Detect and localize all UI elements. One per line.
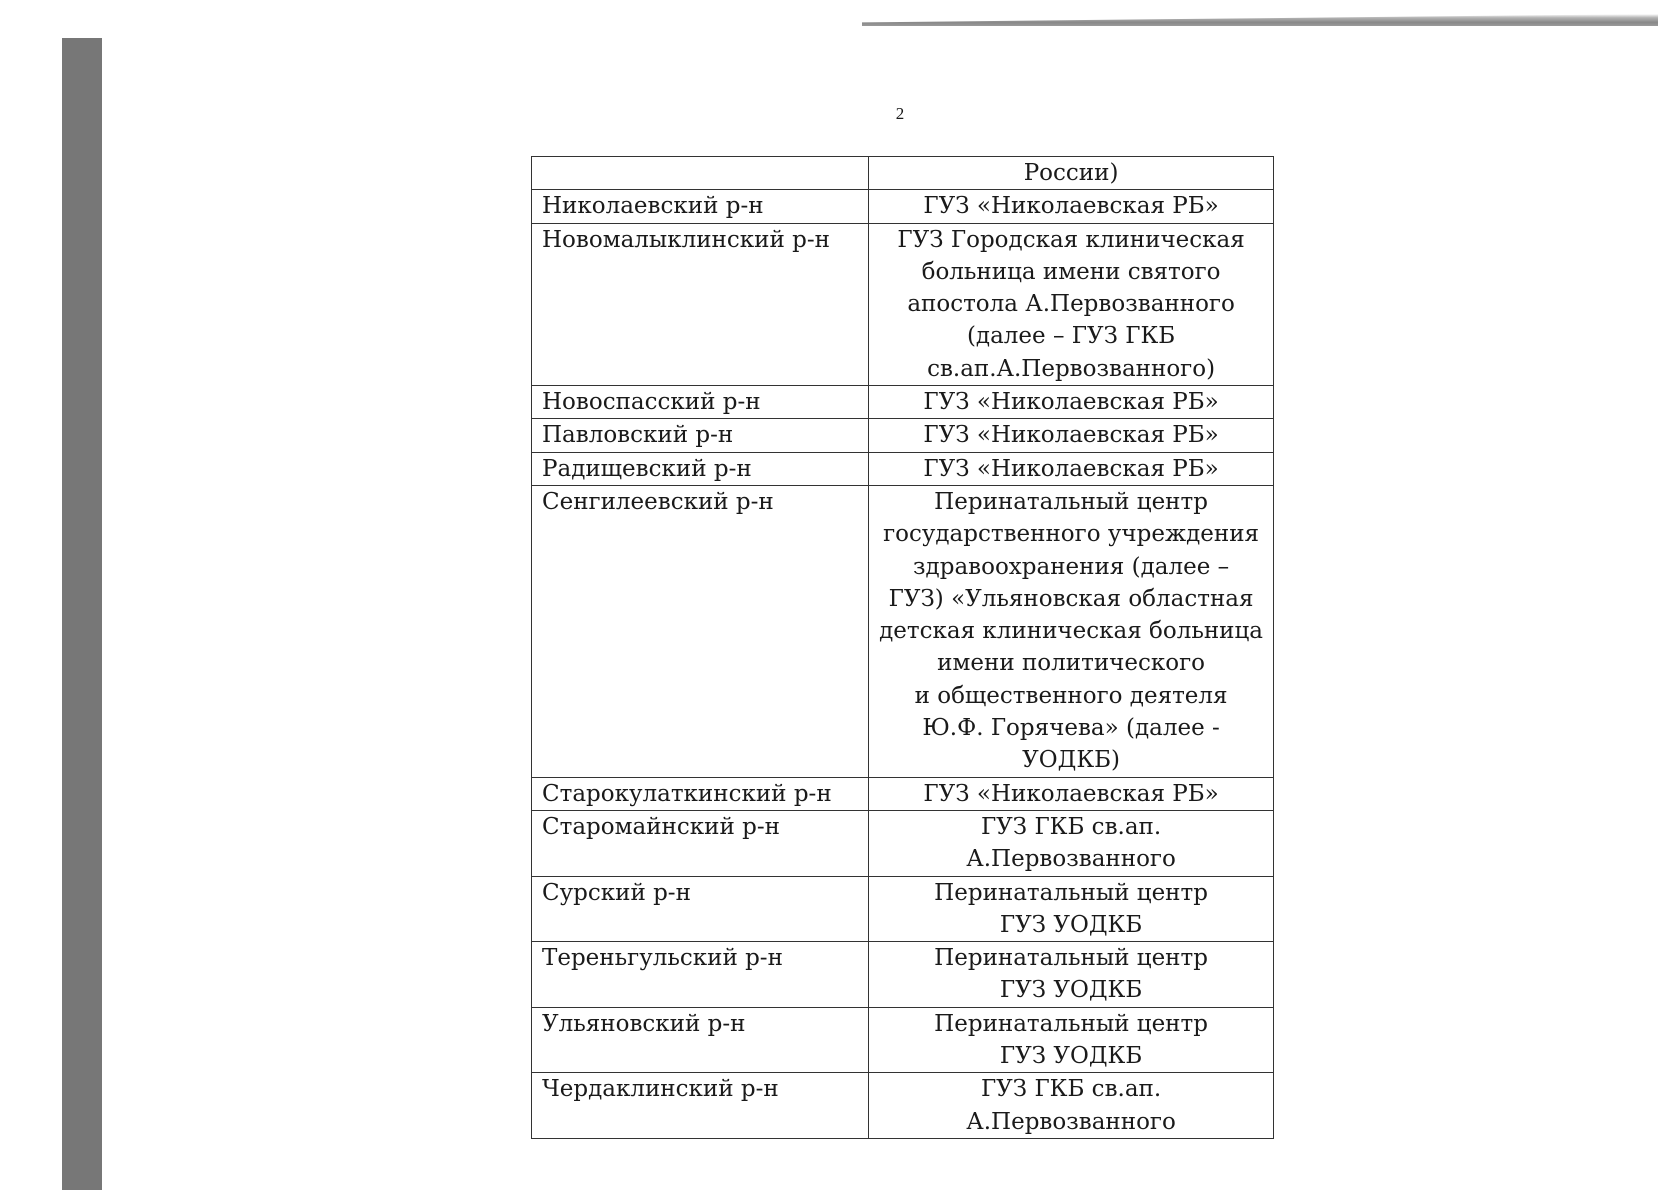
- facility-line: ГУЗ УОДКБ: [999, 1043, 1143, 1070]
- district-cell: Тереньгульский р-н: [532, 942, 869, 1008]
- district-cell: Старомайнский р-н: [532, 810, 869, 876]
- table-row: [532, 876, 1274, 942]
- facility-line: ГУЗ «Николаевская РБ»: [923, 389, 1219, 416]
- table-row: [532, 386, 1274, 419]
- facility-cell: [869, 810, 1274, 876]
- table-body: [532, 157, 1274, 1139]
- facility-cell: [869, 223, 1274, 385]
- facility-line: ГУЗ «Николаевская РБ»: [923, 193, 1219, 220]
- district-cell: Сенгилеевский р-н: [532, 485, 869, 777]
- facility-line: ГУЗ ГКБ св.ап.: [980, 1076, 1162, 1103]
- facility-cell: [869, 1073, 1274, 1139]
- district-cell: Новоспасский р-н: [532, 386, 869, 419]
- facility-line: детская клиническая больница: [879, 618, 1263, 645]
- facility-line: Перинатальный центр: [934, 879, 1208, 906]
- facility-line: России): [1023, 160, 1119, 186]
- facility-line: ГУЗ УОДКБ: [999, 977, 1143, 1004]
- facility-line: Перинатальный центр: [934, 1010, 1208, 1037]
- facility-line: Ю.Ф. Горячева» (далее -: [922, 715, 1220, 742]
- facility-line: ГУЗ УОДКБ: [999, 911, 1143, 938]
- table-row: [532, 419, 1274, 452]
- facility-cell: [869, 452, 1274, 485]
- facility-cell: [869, 157, 1274, 190]
- district-cell: [532, 157, 869, 190]
- facility-line: ГУЗ «Николаевская РБ»: [923, 780, 1219, 807]
- district-cell: Старокулаткинский р-н: [532, 777, 869, 810]
- table-row: [532, 190, 1274, 223]
- facility-cell: [869, 942, 1274, 1008]
- facility-cell: [869, 190, 1274, 223]
- facility-line: ГУЗ Городская клиническая: [897, 226, 1245, 253]
- district-cell: Радищевский р-н: [532, 452, 869, 485]
- table-row: [532, 452, 1274, 485]
- table-row: [532, 485, 1274, 777]
- facility-line: апостола А.Первозванного: [907, 291, 1235, 318]
- scan-shadow-left: [62, 38, 102, 1190]
- facility-line: имени политического: [937, 650, 1205, 677]
- facility-line: здравоохранения (далее –: [913, 553, 1230, 580]
- page-number: 2: [895, 104, 905, 123]
- facility-cell: [869, 419, 1274, 452]
- facility-cell: [869, 386, 1274, 419]
- district-cell: Сурский р-н: [532, 876, 869, 942]
- table-row: [532, 942, 1274, 1008]
- district-cell: Ульяновский р-н: [532, 1007, 869, 1073]
- district-cell: Новомалыклинский р-н: [532, 223, 869, 385]
- table-row: [532, 157, 1274, 190]
- district-cell: Николаевский р-н: [532, 190, 869, 223]
- table-row: [532, 1007, 1274, 1073]
- table-row: [532, 810, 1274, 876]
- district-cell: Чердаклинский р-н: [532, 1073, 869, 1139]
- scan-shadow-top: [862, 14, 1658, 26]
- district-cell: Павловский р-н: [532, 419, 869, 452]
- facility-line: ГУЗ «Николаевская РБ»: [923, 455, 1219, 482]
- facility-cell: [869, 876, 1274, 942]
- facility-line: ГУЗ) «Ульяновская областная: [888, 585, 1254, 612]
- table-row: [532, 223, 1274, 385]
- table-row: [532, 1073, 1274, 1139]
- facility-line: Перинатальный центр: [934, 945, 1208, 972]
- facility-line: больница имени святого: [921, 258, 1221, 285]
- facility-line: ГУЗ «Николаевская РБ»: [923, 422, 1219, 449]
- facility-line: государственного учреждения: [883, 521, 1260, 548]
- district-facility-table: [531, 156, 1274, 1139]
- facility-cell: [869, 777, 1274, 810]
- facility-line: св.ап.А.Первозванного): [927, 355, 1216, 382]
- facility-line: (далее – ГУЗ ГКБ: [966, 323, 1176, 350]
- facility-line: УОДКБ): [1022, 747, 1120, 774]
- facility-cell: [869, 1007, 1274, 1073]
- facility-line: Перинатальный центр: [934, 488, 1208, 515]
- table-row: [532, 777, 1274, 810]
- facility-cell: [869, 485, 1274, 777]
- facility-line: и общественного деятеля: [914, 682, 1228, 709]
- facility-line: ГУЗ ГКБ св.ап.: [980, 813, 1162, 840]
- facility-line: А.Первозванного: [966, 846, 1176, 873]
- facility-line: А.Первозванного: [966, 1108, 1176, 1135]
